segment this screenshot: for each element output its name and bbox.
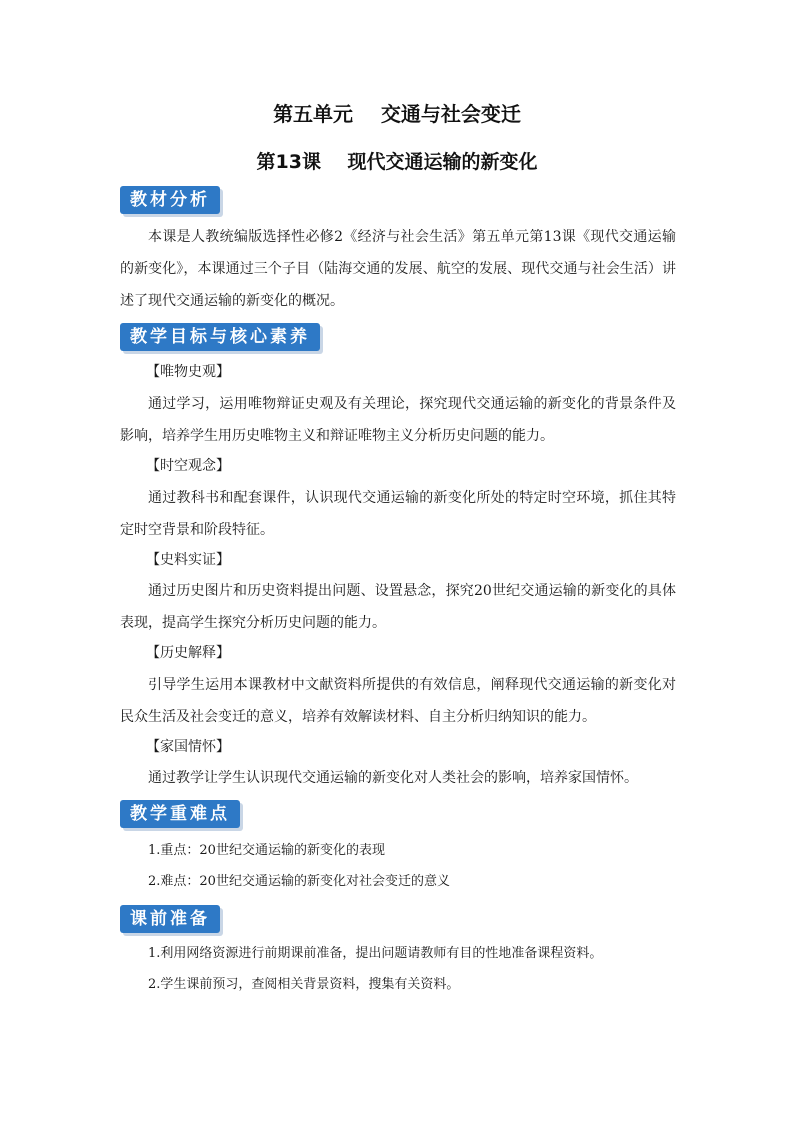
goal-heading: 【史料实证】 xyxy=(146,552,230,568)
unit-title: 第五单元 交通与社会变迁 xyxy=(273,102,521,126)
section-badge-goals: 教学目标与核心素养 xyxy=(120,323,320,351)
goal-paragraph: 通过教学让学生认识现代交通运输的新变化对人类社会的影响，培养家国情怀。 xyxy=(148,770,638,786)
prep-item: 2.学生课前预习，查阅相关背景资料，搜集有关资料。 xyxy=(148,977,460,992)
section-badge-keypoints: 教学重难点 xyxy=(120,800,240,828)
prep-item: 1.利用网络资源进行前期课前准备，提出问题请教师有目的性地准备课程资料。 xyxy=(148,946,603,961)
goal-paragraph: 通过历史图片和历史资料提出问题、设置悬念，探究20世纪交通运输的新变化的具体表现，提高学生探究分析历史问题的能力。 xyxy=(120,583,676,631)
goal-heading: 【家国情怀】 xyxy=(146,739,230,755)
goal-heading: 【时空观念】 xyxy=(146,458,230,474)
goal-heading: 【历史解释】 xyxy=(146,645,230,661)
section-badge-analysis: 教材分析 xyxy=(120,186,220,214)
section-badge-prep: 课前准备 xyxy=(120,905,220,933)
goal-heading: 【唯物史观】 xyxy=(146,364,230,380)
keypoint-item: 1.重点：20世纪交通运输的新变化的表现 xyxy=(148,843,385,858)
lesson-title: 第13课 现代交通运输的新变化 xyxy=(256,151,538,173)
keypoint-item: 2.难点：20世纪交通运输的新变化对社会变迁的意义 xyxy=(148,874,450,889)
goal-paragraph: 通过教科书和配套课件，认识现代交通运输的新变化所处的特定时空环境，抓住其特定时空背景和阶段特征。 xyxy=(120,490,676,538)
goal-paragraph: 引导学生运用本课教材中文献资料所提供的有效信息，阐释现代交通运输的新变化对民众生活及社会变迁的意义，培养有效解读材料、自主分析归纳知识的能力。 xyxy=(120,677,676,725)
goal-paragraph: 通过学习，运用唯物辩证史观及有关理论，探究现代交通运输的新变化的背景条件及影响，培养学生用历史唯物主义和辩证唯物主义分析历史问题的能力。 xyxy=(120,396,676,444)
analysis-paragraph: 本课是人教统编版选择性必修2《经济与社会生活》第五单元第13课《现代交通运输的新变化》，本课通过三个子目（陆海交通的发展、航空的发展、现代交通与社会生活）讲述了现代交通运输的新变化的概况。 xyxy=(120,229,676,309)
